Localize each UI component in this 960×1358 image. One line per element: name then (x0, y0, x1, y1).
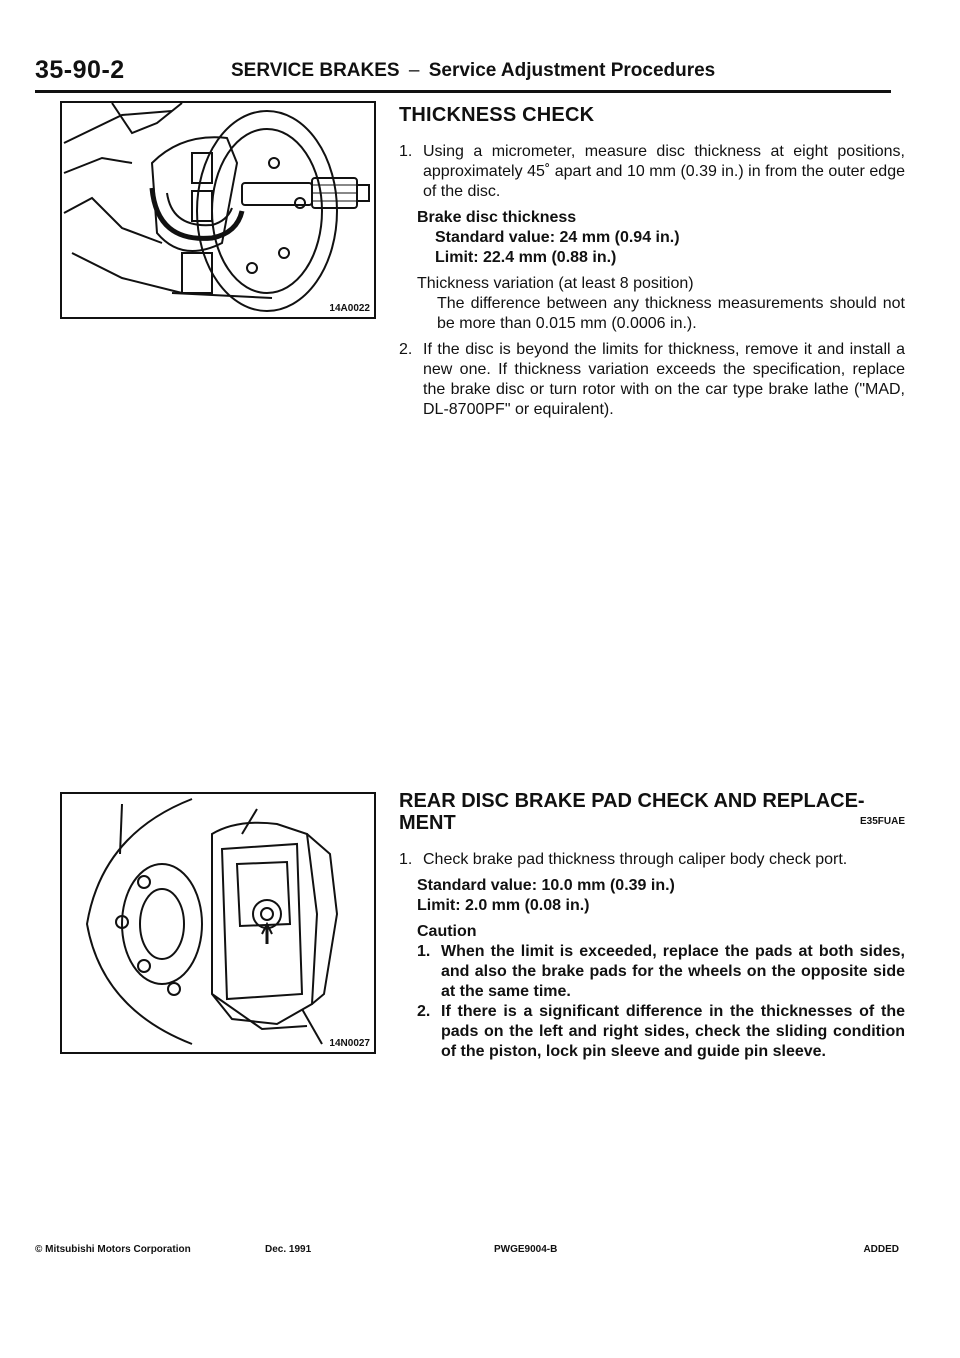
caution-text: If there is a significant difference in the thicknesses of the pads on the left and right sides, check the sliding condition of the piston, lock pin sleeve and guide pin sleeve. (441, 1003, 905, 1060)
caution-block (399, 922, 905, 1062)
header-section: SERVICE BRAKES (231, 60, 400, 81)
figure-code: 14A0022 (329, 303, 370, 314)
rear-disc-title-line-2: MENT (399, 812, 456, 834)
header-title (231, 60, 715, 82)
pad-step-1 (399, 850, 905, 870)
thickness-check-title: THICKNESS CHECK (399, 104, 595, 126)
footer-status: ADDED (863, 1244, 899, 1255)
caution-number: 2. (417, 1003, 431, 1020)
spec-standard-value: Standard value: 24 mm (0.94 in.) (435, 229, 680, 246)
spec-limit-value: Limit: 22.4 mm (0.88 in.) (435, 249, 617, 266)
page-number: 35-90-2 (35, 56, 125, 84)
rear-disc-title (399, 790, 905, 834)
caution-text: When the limit is exceeded, replace the pads at both sides, and also the brake pads for the wheels on the opposite side at the same time. (441, 943, 905, 1000)
pad-thickness-spec (399, 876, 905, 916)
rear-disc-pad-section (399, 790, 905, 1062)
micrometer-disc-illustration (60, 101, 376, 319)
page-header (35, 56, 891, 93)
footer-doc-code: PWGE9004-B (494, 1244, 558, 1255)
thickness-step-2 (399, 340, 905, 420)
spec-limit-value: Limit: 2.0 mm (0.08 in.) (417, 897, 590, 914)
caution-item-2 (417, 1002, 905, 1062)
variation-title: Thickness variation (at least 8 position) (417, 275, 694, 292)
thickness-check-section (399, 104, 905, 426)
thickness-step-1 (399, 142, 905, 202)
rear-caliper-drawing (62, 794, 374, 1052)
header-separator: – (408, 60, 420, 81)
step-text: Check brake pad thickness through caliper body check port. (423, 851, 848, 868)
rear-disc-title-line-1: REAR DISC BRAKE PAD CHECK AND REPLACE- (399, 790, 865, 812)
section-code: E35FUAE (859, 816, 905, 827)
caution-item-1 (417, 942, 905, 1002)
step-number: 1. (399, 851, 413, 868)
footer-date: Dec. 1991 (265, 1244, 312, 1255)
caution-title: Caution (417, 923, 477, 940)
step-text: If the disc is beyond the limits for thickness, remove it and install a new one. If thickness variation exceeds the specification, replace the brake disc or turn rotor with on the car type brake lathe ("MAD, DL-8700PF" or equiralent). (423, 341, 905, 418)
variation-text: The difference between any thickness measurements should not be more than 0.015 mm (0.0006 in.). (437, 295, 905, 332)
figure-code: 14N0027 (329, 1038, 370, 1049)
step-text: Using a micrometer, measure disc thickness at eight positions, approximately 45˚ apart and 10 mm (0.39 in.) in from the outer edge of the disc. (423, 143, 905, 200)
rear-caliper-illustration (60, 792, 376, 1054)
step-number: 1. (399, 143, 413, 160)
header-subtitle: Service Adjustment Procedures (428, 60, 716, 81)
thickness-variation (399, 274, 905, 334)
caution-number: 1. (417, 943, 431, 960)
spec-title: Brake disc thickness (417, 209, 577, 226)
disc-thickness-spec (399, 208, 905, 268)
footer-copyright: © Mitsubishi Motors Corporation (35, 1244, 191, 1255)
micrometer-disc-drawing (62, 103, 374, 317)
step-number: 2. (399, 341, 413, 358)
spec-standard-value: Standard value: 10.0 mm (0.39 in.) (417, 877, 675, 894)
